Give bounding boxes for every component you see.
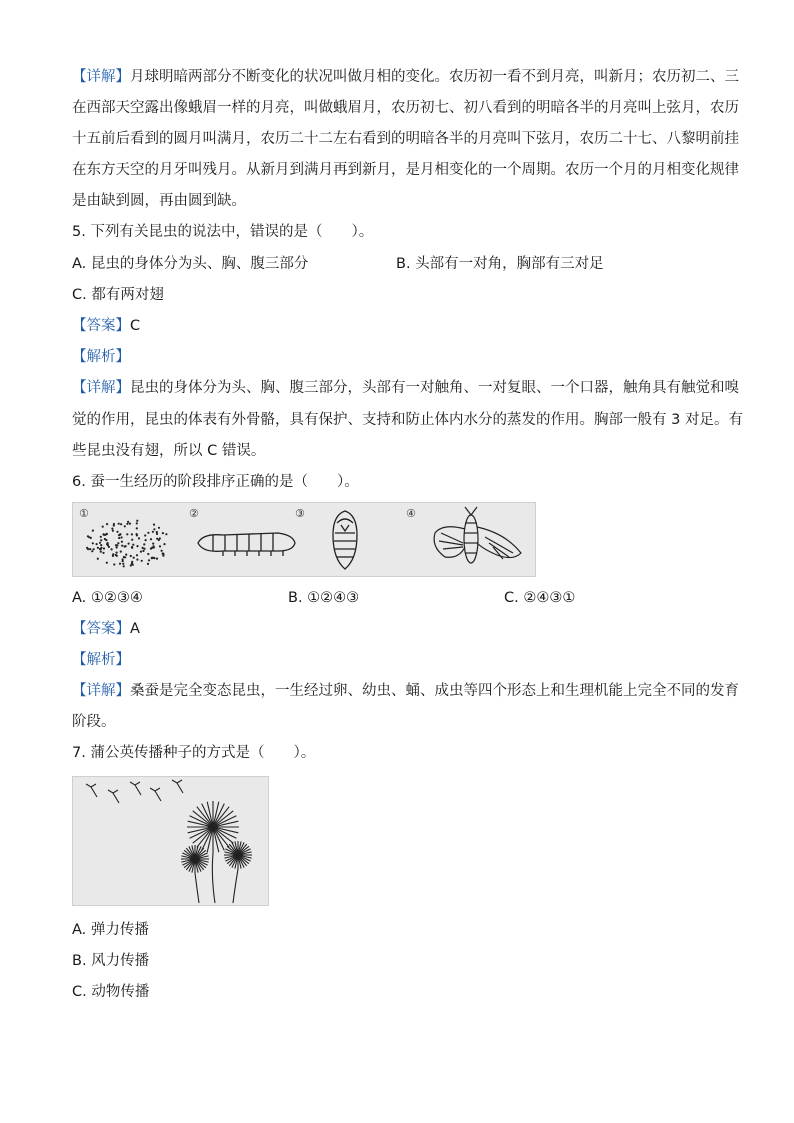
detail-line: 【详解】月球明暗两部分不断变化的状况叫做月相的变化。农历初一看不到月亮，叫新月；农历初二、三 [72,69,739,85]
figure-label-3: ③ [295,507,305,520]
q5-option-c[interactable]: C. 都有两对翅 [72,287,164,303]
q5-answer [72,316,732,336]
q5-detail-line: 觉的作用，昆虫的体表有外骨骼，具有保护、支持和防止体内水分的蒸发的作用。胸部一般有 3 对足。有 [72,412,743,428]
question-7-stem: 7. 蒲公英传播种子的方式是（ ）。 [72,745,316,761]
detail-line: 在西部天空露出像蛾眉一样的月亮，叫做蛾眉月，农历初七、初八看到的明暗各半的月亮叫上弦月，农历 [72,100,739,116]
q6-detail-line: 【详解】桑蚕是完全变态昆虫，一生经过卵、幼虫、蛹、成虫等四个形态上和生理机能上完全不同的发育 [72,683,739,699]
q5-detail-line: 【详解】昆虫的身体分为头、胸、腹三部分，头部有一对触角、一对复眼、一个口器，触角具有触觉和嗅 [72,380,739,396]
q5-option-b[interactable]: B. 头部有一对角，胸部有三对足 [396,256,604,272]
silkworm-lifecycle-figure [72,502,536,577]
q6-option-c[interactable]: C. ②④③① [504,590,576,606]
q6-option-a[interactable]: A. ①②③④ [72,590,143,606]
pupa-drawing [333,511,357,569]
silkworm-lifecycle-drawing [73,503,535,576]
detail-line: 在东方天空的月牙叫残月。从新月到满月再到新月，是月相变化的一个周期。农历一个月的月相变化规律 [72,162,739,178]
detail-tag: 【详解】 [72,69,130,85]
figure-label-1: ① [79,507,89,520]
figure-label-4: ④ [406,507,416,520]
q6-option-b[interactable]: B. ①②④③ [288,590,360,606]
question-5-stem: 5. 下列有关昆虫的说法中，错误的是（ ）。 [72,224,374,240]
q6-answer [72,619,732,639]
answer-value: C [130,318,141,334]
q6-analysis-tag: 【解析】 [72,652,130,668]
q5-option-a[interactable]: A. 昆虫的身体分为头、胸、腹三部分 [72,256,309,272]
dandelion-figure [72,776,269,906]
larva-drawing [198,533,295,556]
q7-option-a[interactable]: A. 弹力传播 [72,922,149,938]
eggs-drawing [86,520,168,568]
dandelion-drawing [73,777,268,905]
q5-detail-line: 些昆虫没有翅，所以 C 错误。 [72,443,266,459]
answer-value: A [130,621,140,637]
detail-line: 十五前后看到的圆月叫满月，农历二十二左右看到的明暗各半的月亮叫下弦月，农历二十七、八黎明前挂 [72,131,739,147]
answer-tag: 【答案】 [72,621,130,637]
q6-detail-line: 阶段。 [72,714,116,730]
detail-line: 是由缺到圆，再由圆到缺。 [72,193,246,209]
figure-label-2: ② [189,507,199,520]
question-6-stem: 6. 蚕一生经历的阶段排序正确的是（ ）。 [72,474,359,490]
q7-option-b[interactable]: B. 风力传播 [72,953,150,969]
q7-option-c[interactable]: C. 动物传播 [72,984,150,1000]
q5-analysis-tag: 【解析】 [72,349,130,365]
detail-tag: 【详解】 [72,380,130,396]
moth-drawing [434,507,521,563]
detail-tag: 【详解】 [72,683,130,699]
answer-tag: 【答案】 [72,318,130,334]
